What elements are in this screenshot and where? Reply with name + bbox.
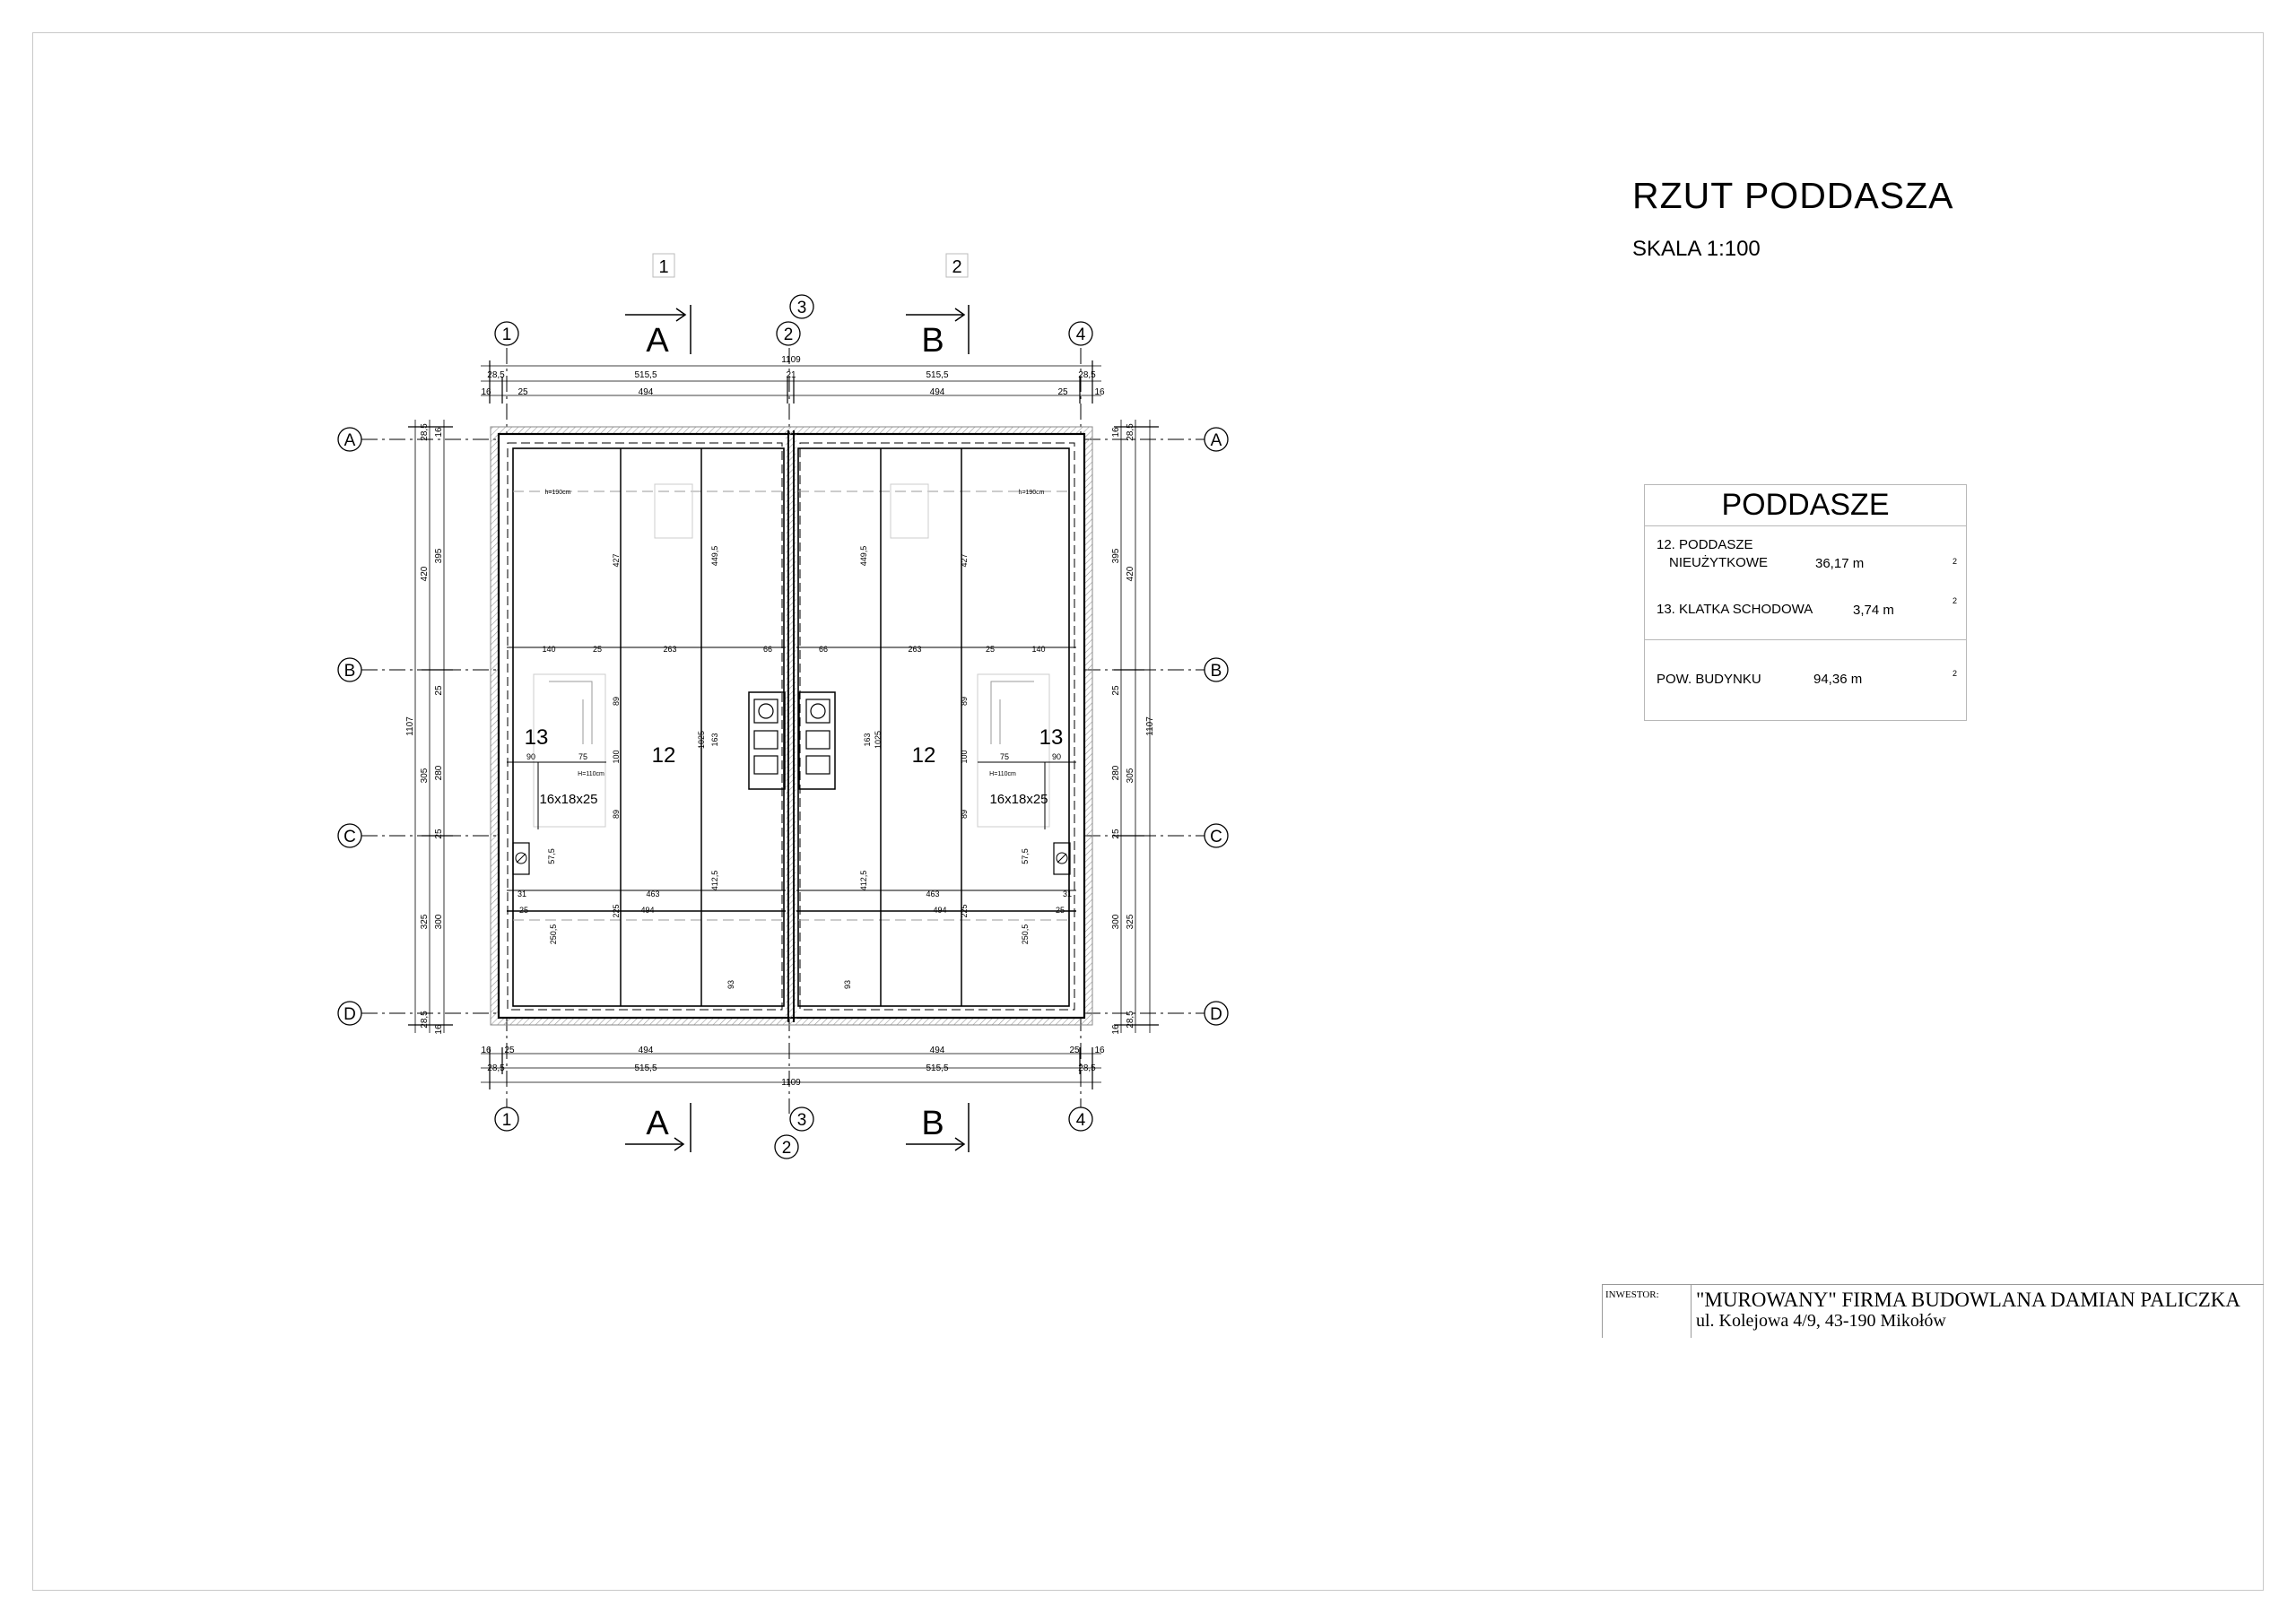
svg-text:449,5: 449,5 — [710, 545, 719, 567]
svg-text:263: 263 — [908, 645, 922, 654]
svg-text:57,5: 57,5 — [547, 848, 556, 864]
svg-text:494: 494 — [929, 1046, 945, 1055]
segment-label-1: 1 — [658, 257, 669, 277]
svg-text:515,5: 515,5 — [634, 370, 657, 380]
svg-text:427: 427 — [960, 553, 969, 568]
height-label-right: h=190cm — [1018, 490, 1045, 496]
grid-bubble-d-right — [1205, 1002, 1228, 1025]
svg-text:28,5: 28,5 — [1078, 1063, 1096, 1073]
svg-text:395: 395 — [434, 548, 444, 564]
svg-text:28,5: 28,5 — [487, 1063, 505, 1073]
stair-height-left: H=110cm — [578, 771, 604, 777]
room-number-12-right: 12 — [911, 743, 936, 768]
svg-text:25: 25 — [1069, 1046, 1080, 1055]
svg-text:140: 140 — [542, 645, 556, 654]
svg-text:28,5: 28,5 — [487, 370, 505, 380]
svg-text:25: 25 — [518, 906, 529, 915]
building-outline — [491, 427, 1092, 1025]
svg-text:16: 16 — [434, 427, 444, 438]
dim-left-total: 1107 — [405, 716, 415, 736]
room-number-13-right: 13 — [1039, 725, 1064, 750]
svg-text:75: 75 — [999, 752, 1010, 761]
svg-text:2: 2 — [783, 325, 794, 344]
svg-text:4: 4 — [1075, 325, 1086, 344]
area-row-13-unit: 2 — [1952, 596, 1958, 605]
drawing-scale: SKALA 1:100 — [1632, 237, 1761, 261]
svg-text:D: D — [1210, 1005, 1222, 1024]
svg-text:25: 25 — [1055, 906, 1065, 915]
svg-text:300: 300 — [1111, 914, 1121, 930]
svg-text:515,5: 515,5 — [634, 1063, 657, 1073]
area-row-12-value: 36,17 m — [1815, 556, 1865, 571]
investor-name: "MUROWANY" FIRMA BUDOWLANA DAMIAN PALICZKA — [1696, 1289, 2241, 1311]
area-row-13-value: 3,74 m — [1853, 603, 1894, 618]
svg-text:16: 16 — [434, 1024, 444, 1035]
svg-text:25: 25 — [1111, 829, 1121, 839]
grid-bubble-c-right — [1205, 824, 1228, 847]
svg-text:100: 100 — [960, 750, 969, 764]
svg-text:515,5: 515,5 — [926, 370, 949, 380]
dim-bottom-total: 1109 — [781, 1078, 801, 1088]
area-table-divider — [1645, 639, 1966, 640]
stair-height-right: H=110cm — [989, 771, 1016, 777]
svg-text:16: 16 — [481, 387, 491, 397]
area-table-header: PODDASZE — [1645, 485, 1966, 526]
svg-text:305: 305 — [1126, 768, 1135, 784]
svg-text:25: 25 — [1111, 685, 1121, 696]
svg-text:90: 90 — [1051, 752, 1062, 761]
svg-text:100: 100 — [612, 750, 621, 764]
svg-text:25: 25 — [504, 1046, 515, 1055]
svg-text:16: 16 — [1111, 427, 1121, 438]
svg-text:300: 300 — [434, 914, 444, 930]
section-label-a-top: A — [646, 322, 669, 360]
grid-bubble-1-top — [495, 322, 518, 345]
grid-bubble-c-left — [338, 824, 361, 847]
investor-label: INWESTOR: — [1605, 1289, 1659, 1300]
svg-text:225: 225 — [612, 904, 621, 918]
section-label-a-bottom: A — [646, 1105, 669, 1142]
dims-bottom — [481, 1046, 1105, 1088]
grid-bubble-a-left — [338, 428, 361, 451]
svg-text:412,5: 412,5 — [859, 870, 868, 891]
dim-top-total: 1109 — [781, 355, 801, 365]
svg-text:16: 16 — [481, 1046, 491, 1055]
svg-text:395: 395 — [1111, 548, 1121, 564]
svg-text:A: A — [344, 431, 356, 450]
dims-left — [405, 423, 444, 1035]
svg-text:66: 66 — [818, 645, 829, 654]
area-row-total-unit: 2 — [1952, 669, 1958, 678]
svg-text:90: 90 — [526, 752, 536, 761]
segment-labels — [653, 254, 968, 277]
segment-label-2: 2 — [952, 257, 962, 277]
grid-bubble-a-right — [1205, 428, 1228, 451]
svg-text:A: A — [1210, 431, 1222, 450]
svg-text:263: 263 — [663, 645, 677, 654]
svg-text:C: C — [344, 828, 356, 846]
svg-text:1025: 1025 — [697, 730, 706, 750]
svg-text:280: 280 — [1111, 765, 1121, 781]
svg-text:1: 1 — [501, 325, 512, 344]
grid-bubble-2-top — [777, 322, 800, 345]
svg-text:515,5: 515,5 — [926, 1063, 949, 1073]
svg-text:449,5: 449,5 — [859, 545, 868, 567]
svg-text:31: 31 — [1062, 890, 1073, 898]
svg-text:494: 494 — [638, 387, 654, 397]
room-number-13-left: 13 — [524, 725, 549, 750]
svg-text:163: 163 — [863, 733, 872, 747]
svg-text:4: 4 — [1075, 1111, 1086, 1130]
svg-text:25: 25 — [434, 829, 444, 839]
stair-label-left: 16x18x25 — [539, 792, 598, 807]
svg-text:427: 427 — [612, 553, 621, 568]
grid-bubble-3-top — [790, 295, 813, 318]
title-block — [1632, 175, 1954, 262]
svg-text:3: 3 — [796, 1111, 807, 1130]
svg-text:93: 93 — [843, 979, 852, 990]
svg-text:89: 89 — [960, 696, 969, 707]
svg-text:93: 93 — [726, 979, 735, 990]
svg-text:66: 66 — [762, 645, 773, 654]
svg-text:494: 494 — [638, 1046, 654, 1055]
svg-text:28,5: 28,5 — [420, 1011, 430, 1028]
svg-text:494: 494 — [640, 906, 655, 915]
grid-bubble-d-left — [338, 1002, 361, 1025]
svg-text:89: 89 — [960, 809, 969, 820]
svg-text:325: 325 — [420, 914, 430, 930]
grid-bubble-b-right — [1205, 658, 1228, 681]
grid-bubble-4-bottom — [1069, 1107, 1092, 1131]
svg-text:250,5: 250,5 — [549, 924, 558, 945]
svg-text:25: 25 — [1057, 387, 1068, 397]
svg-text:325: 325 — [1126, 914, 1135, 930]
svg-text:420: 420 — [1126, 566, 1135, 582]
grid-bubble-3-bottom — [790, 1107, 813, 1131]
grid-bubble-4-top — [1069, 322, 1092, 345]
dims-right — [1111, 423, 1155, 1035]
svg-text:25: 25 — [985, 645, 996, 654]
svg-text:28,5: 28,5 — [1078, 370, 1096, 380]
area-row-12-name-line1: 12. PODDASZE — [1657, 537, 1753, 552]
svg-text:2: 2 — [781, 1139, 792, 1158]
svg-text:494: 494 — [933, 906, 947, 915]
dims-top — [481, 355, 1105, 397]
svg-text:C: C — [1210, 828, 1222, 846]
room-number-12-left: 12 — [651, 743, 676, 768]
svg-text:31: 31 — [517, 890, 527, 898]
svg-text:280: 280 — [434, 765, 444, 781]
svg-text:16: 16 — [1111, 1024, 1121, 1035]
svg-text:1025: 1025 — [874, 730, 883, 750]
svg-text:1107: 1107 — [1145, 716, 1155, 736]
area-row-total-name: POW. BUDYNKU — [1657, 672, 1761, 687]
svg-text:57,5: 57,5 — [1021, 848, 1030, 864]
area-table — [1644, 484, 1967, 721]
area-row-12-unit: 2 — [1952, 557, 1958, 566]
svg-text:16: 16 — [1094, 387, 1105, 397]
svg-text:140: 140 — [1031, 645, 1046, 654]
svg-text:B: B — [1210, 662, 1222, 681]
section-label-b-top: B — [921, 322, 944, 360]
svg-text:3: 3 — [796, 299, 807, 317]
svg-text:D: D — [344, 1005, 356, 1024]
svg-text:420: 420 — [420, 566, 430, 582]
area-row-total-value: 94,36 m — [1813, 672, 1863, 687]
svg-text:75: 75 — [578, 752, 588, 761]
svg-text:28,5: 28,5 — [420, 423, 430, 441]
drawing-title: RZUT PODDASZA — [1632, 175, 1954, 216]
svg-text:494: 494 — [929, 387, 945, 397]
investor-divider — [1691, 1285, 1692, 1338]
svg-text:B: B — [344, 662, 356, 681]
svg-text:463: 463 — [926, 890, 940, 898]
grid-bubble-1-bottom — [495, 1107, 518, 1131]
section-label-b-bottom: B — [921, 1105, 944, 1142]
svg-text:16: 16 — [1094, 1046, 1105, 1055]
svg-text:89: 89 — [612, 809, 621, 820]
svg-text:28,5: 28,5 — [1126, 1011, 1135, 1028]
investor-address: ul. Kolejowa 4/9, 43-190 Mikołów — [1696, 1311, 1946, 1331]
grid-bubble-2-bottom — [775, 1135, 798, 1159]
svg-text:305: 305 — [420, 768, 430, 784]
svg-text:225: 225 — [960, 904, 969, 918]
area-row-12-name-line2: NIEUŻYTKOWE — [1669, 555, 1769, 570]
svg-text:21: 21 — [786, 370, 796, 380]
svg-text:163: 163 — [710, 733, 719, 747]
svg-text:250,5: 250,5 — [1021, 924, 1030, 945]
svg-text:463: 463 — [646, 890, 660, 898]
svg-text:25: 25 — [517, 387, 528, 397]
svg-text:1: 1 — [501, 1111, 512, 1130]
height-label-left: h=190cm — [544, 490, 571, 496]
svg-text:28,5: 28,5 — [1126, 423, 1135, 441]
svg-text:89: 89 — [612, 696, 621, 707]
svg-text:412,5: 412,5 — [710, 870, 719, 891]
area-row-13-name: 13. KLATKA SCHODOWA — [1657, 602, 1813, 617]
grid-bubble-b-left — [338, 658, 361, 681]
stair-label-right: 16x18x25 — [989, 792, 1048, 807]
svg-text:25: 25 — [434, 685, 444, 696]
svg-text:25: 25 — [592, 645, 603, 654]
